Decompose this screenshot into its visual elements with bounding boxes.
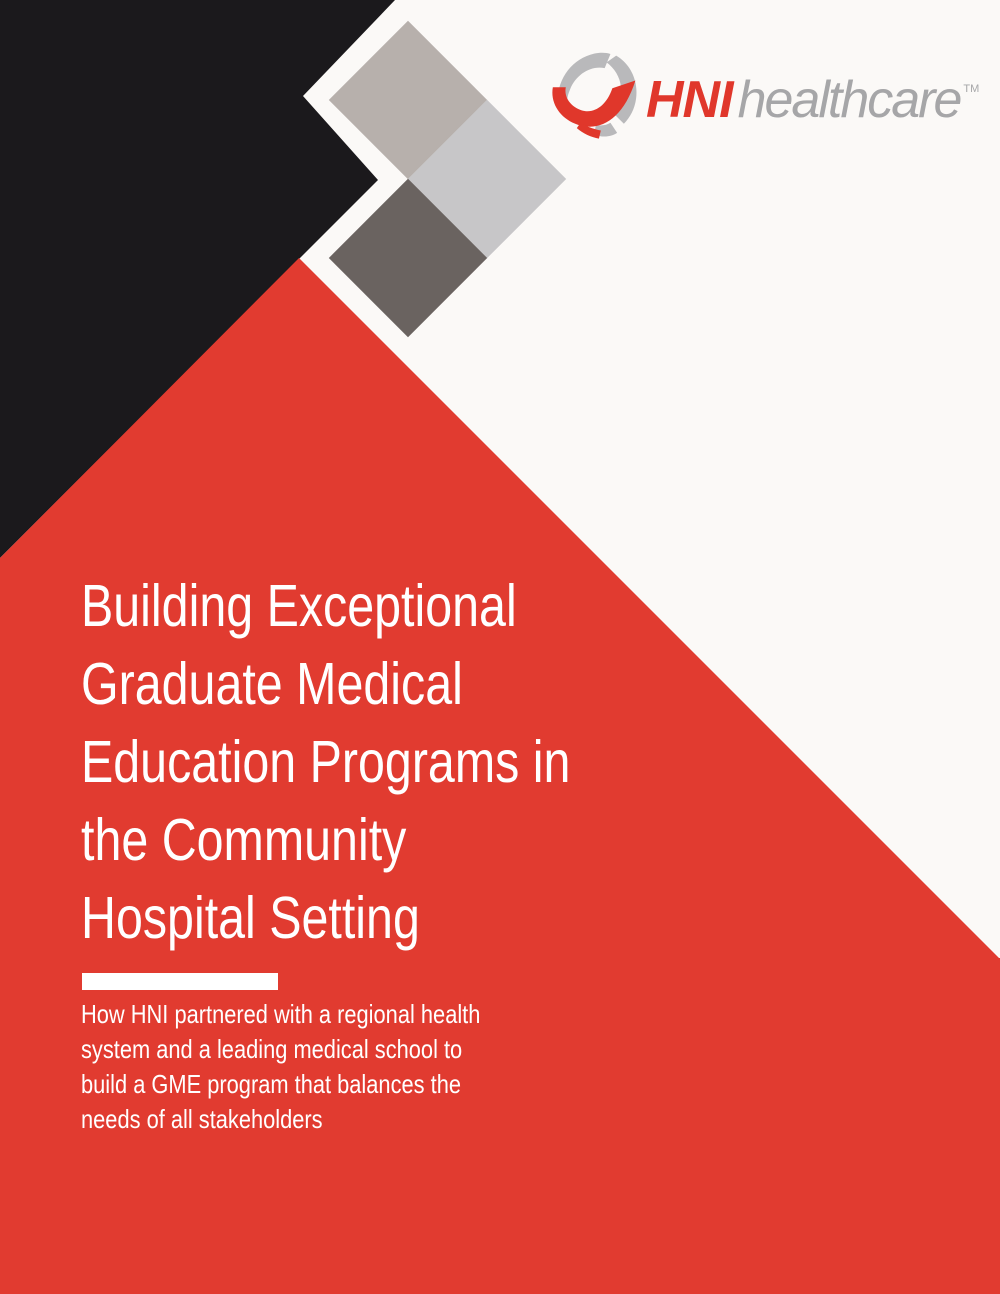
title-line-4: the Community (81, 807, 407, 873)
subtitle-line-4: needs of all stakeholders (81, 1104, 323, 1134)
title-line-2: Graduate Medical (81, 651, 463, 717)
title-divider-bar (82, 973, 278, 990)
subtitle-line-3: build a GME program that balances the (81, 1069, 461, 1099)
subtitle-line-1: How HNI partnered with a regional health (81, 999, 481, 1029)
title-line-5: Hospital Setting (81, 885, 420, 951)
hni-globe-arrow-icon (549, 46, 645, 142)
logo-brand-bold: HNI (646, 71, 733, 129)
title-line-1: Building Exceptional (81, 573, 517, 639)
subtitle-line-2: system and a leading medical school to (81, 1034, 463, 1064)
cover-subtitle (81, 997, 480, 1137)
logo-brand-light: healthcare (737, 71, 961, 129)
cover-title (81, 567, 570, 957)
title-line-3: Education Programs in (81, 729, 571, 795)
logo-wordmark (646, 71, 980, 129)
logo-trademark-symbol: TM (963, 83, 980, 95)
